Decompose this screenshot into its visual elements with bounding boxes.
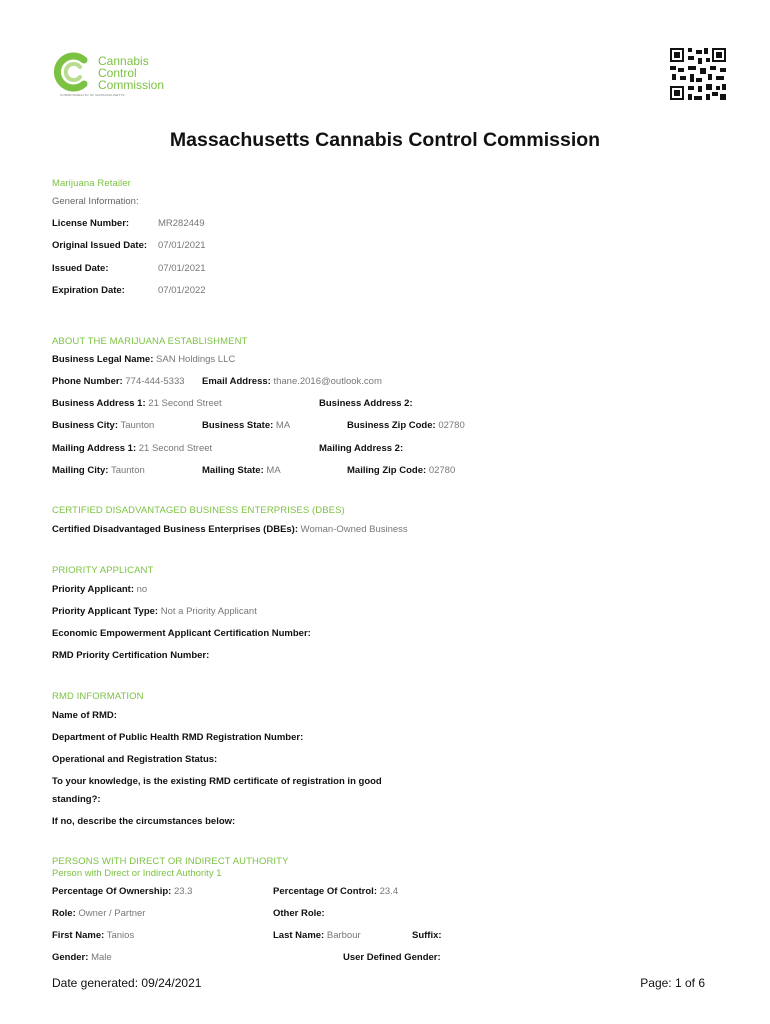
other-role-field: Other Role:	[273, 908, 325, 919]
rmd-heading: RMD INFORMATION	[52, 691, 144, 702]
dbe-field: Certified Disadvantaged Business Enterprises (DBEs): Woman-Owned Business	[52, 524, 408, 535]
business-state-field: Business State: MA	[202, 420, 291, 431]
license-number-value: MR282449	[158, 218, 205, 229]
expiration-date-label: Expiration Date:	[52, 285, 125, 296]
phone-field: Phone Number: 774-444-5333	[52, 376, 185, 387]
license-type: Marijuana Retailer	[52, 178, 131, 189]
priority-heading: PRIORITY APPLICANT	[52, 565, 154, 576]
issued-date-label: Issued Date:	[52, 263, 109, 274]
issued-date-value: 07/01/2021	[158, 263, 206, 274]
general-info-heading: General Information:	[52, 196, 139, 207]
gender-field: Gender: Male	[52, 952, 112, 963]
date-generated: Date generated: 09/24/2021	[52, 976, 202, 990]
business-address1-field: Business Address 1: 21 Second Street	[52, 398, 222, 409]
persons-heading: PERSONS WITH DIRECT OR INDIRECT AUTHORITY	[52, 856, 289, 867]
econ-empowerment-field: Economic Empowerment Applicant Certification Number:	[52, 628, 311, 639]
circumstances-field: If no, describe the circumstances below:	[52, 816, 236, 827]
email-field: Email Address: thane.2016@outlook.com	[202, 376, 382, 387]
mailing-address1-field: Mailing Address 1: 21 Second Street	[52, 443, 213, 454]
about-heading: ABOUT THE MARIJUANA ESTABLISHMENT	[52, 336, 248, 347]
person-subheading: Person with Direct or Indirect Authority 1	[52, 868, 222, 879]
expiration-date-value: 07/01/2022	[158, 285, 206, 296]
dph-registration-field: Department of Public Health RMD Registration Number:	[52, 732, 304, 743]
business-zip-field: Business Zip Code: 02780	[347, 420, 465, 431]
control-field: Percentage Of Control: 23.4	[273, 886, 399, 897]
rmd-name-field: Name of RMD:	[52, 710, 117, 721]
original-issued-value: 07/01/2021	[158, 240, 206, 251]
logo-wordmark: Cannabis Control Commission	[98, 54, 165, 92]
document-title: Massachusetts Cannabis Control Commission	[169, 129, 601, 151]
business-address2-field: Business Address 2:	[319, 398, 413, 409]
priority-applicant-field: Priority Applicant: no	[52, 584, 148, 595]
last-name-field: Last Name: Barbour	[273, 930, 361, 941]
logo-c-icon	[54, 52, 98, 92]
page-number: Page: 1 of 6	[640, 976, 705, 990]
logo-tagline: COMMONWEALTH OF MASSACHUSETTS	[60, 93, 125, 97]
original-issued-label: Original Issued Date:	[52, 240, 148, 251]
dbe-heading: CERTIFIED DISADVANTAGED BUSINESS ENTERPRISES (DBES)	[52, 505, 345, 516]
first-name-field: First Name: Tanios	[52, 930, 135, 941]
good-standing-question: To your knowledge, is the existing RMD certificate of registration in good	[52, 776, 382, 787]
good-standing-question-cont: standing?:	[52, 794, 101, 805]
role-field: Role: Owner / Partner	[52, 908, 146, 919]
user-defined-gender-field: User Defined Gender:	[343, 952, 441, 963]
mailing-city-field: Mailing City: Taunton	[52, 465, 145, 476]
suffix-field: Suffix:	[412, 930, 442, 941]
ownership-field: Percentage Of Ownership: 23.3	[52, 886, 193, 897]
license-number-label: License Number:	[52, 218, 130, 229]
mailing-state-field: Mailing State: MA	[202, 465, 281, 476]
operational-status-field: Operational and Registration Status:	[52, 754, 218, 765]
mailing-zip-field: Mailing Zip Code: 02780	[347, 465, 456, 476]
business-city-field: Business City: Taunton	[52, 420, 155, 431]
priority-type-field: Priority Applicant Type: Not a Priority Applicant	[52, 606, 257, 617]
qr-code	[670, 48, 726, 100]
rmd-priority-field: RMD Priority Certification Number:	[52, 650, 210, 661]
legal-name-field: Business Legal Name: SAN Holdings LLC	[52, 354, 236, 365]
cannabis-commission-logo	[54, 52, 184, 102]
mailing-address2-field: Mailing Address 2:	[319, 443, 404, 454]
